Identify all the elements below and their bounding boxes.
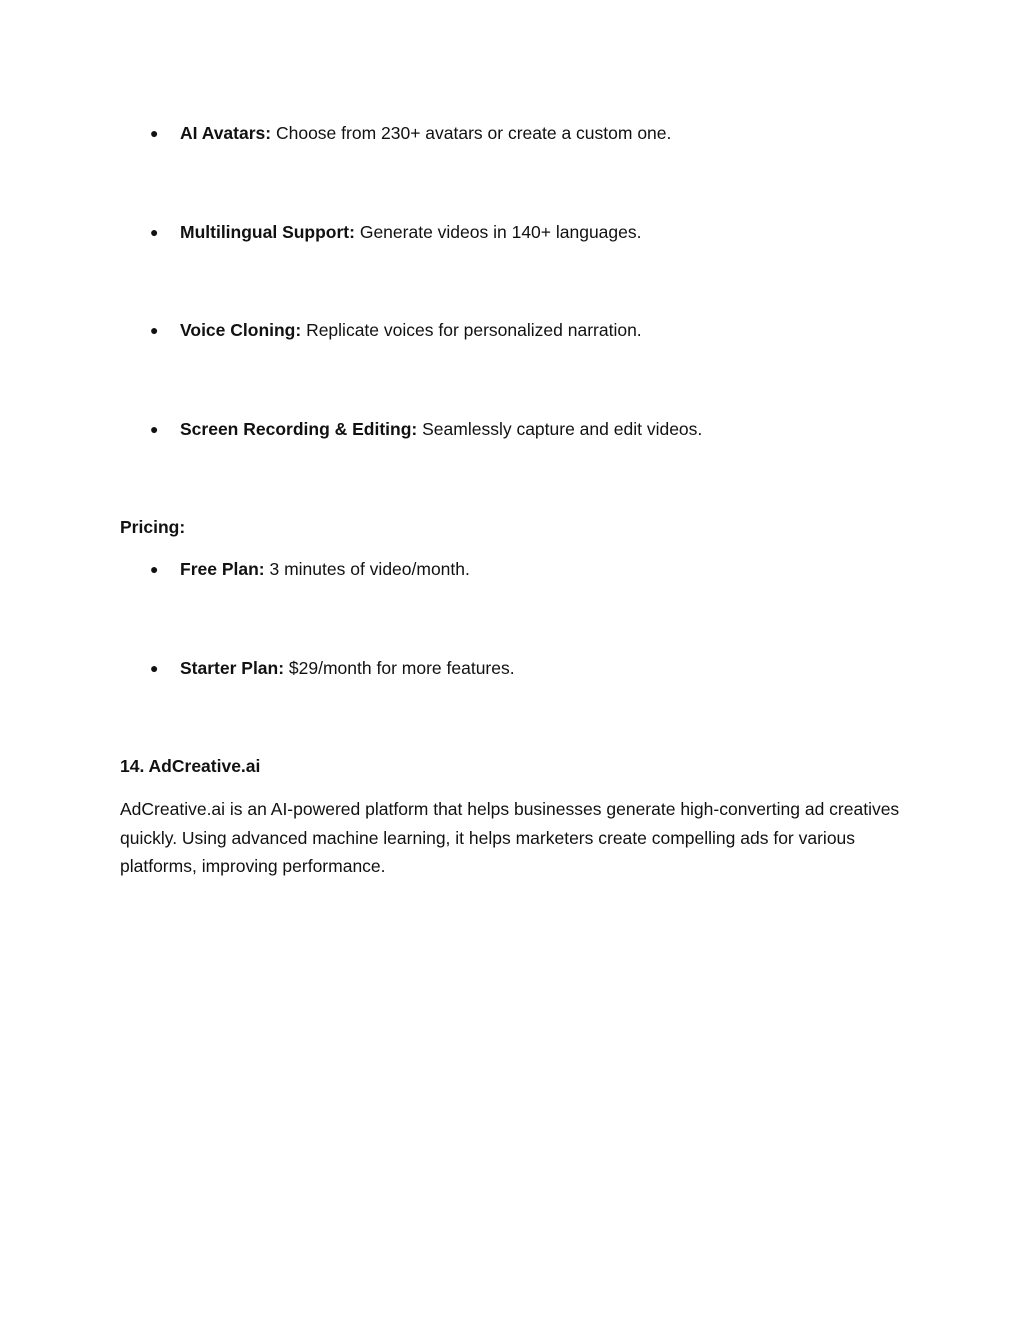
bullet-icon: ● [150,561,159,577]
bullet-icon: ● [150,660,159,676]
bullet-icon: ● [150,125,159,141]
pricing-heading: Pricing: [120,517,186,537]
list-item-term: Starter Plan: [180,658,285,678]
section-heading: 14. AdCreative.ai [120,756,261,776]
list-item-text: 3 minutes of video/month. [264,559,470,579]
list-item-term: Screen Recording & Editing: [180,419,418,439]
list-item-text: Replicate voices for personalized narration. [301,320,642,340]
list-item-free-plan [150,557,470,581]
bullet-icon: ● [150,421,159,437]
list-item-term: Voice Cloning: [180,320,302,340]
bullet-icon: ● [150,322,159,338]
list-item-text: Seamlessly capture and edit videos. [417,419,703,439]
section-paragraph: AdCreative.ai is an AI-powered platform that helps businesses generate high-converting ad creatives quickly. Using advanced machine learning, it helps marketers create compelling ads for various platforms, improving performance. [120,799,900,876]
list-item-text: Generate videos in 140+ languages. [354,222,642,242]
list-item-text: Choose from 230+ avatars or create a custom one. [271,123,672,143]
list-item-starter-plan [150,656,515,680]
list-item-multilingual-support [150,220,642,244]
list-item-ai-avatars [150,121,671,145]
list-item-term: Multilingual Support: [180,222,355,242]
list-item-voice-cloning [150,318,642,342]
list-item-text: $29/month for more features. [284,658,515,678]
bullet-icon: ● [150,224,159,240]
list-item-term: Free Plan: [180,559,265,579]
list-item-screen-recording [150,417,702,441]
list-item-term: AI Avatars: [180,123,272,143]
